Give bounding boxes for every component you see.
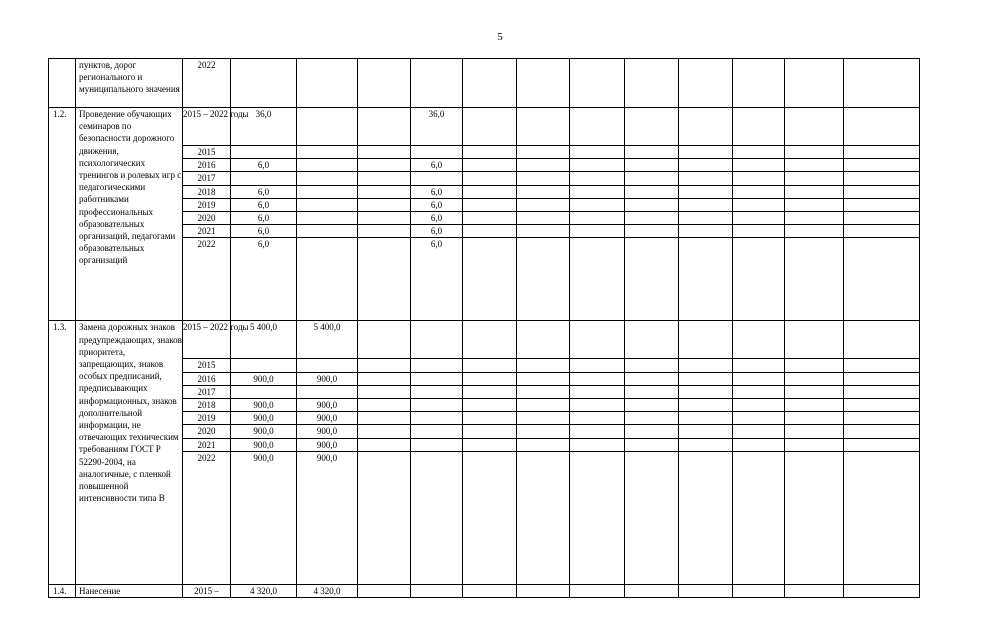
empty-cell xyxy=(844,321,920,359)
funding-source-cell: 900,0 xyxy=(297,438,358,451)
empty-cell xyxy=(517,146,570,159)
empty-cell xyxy=(733,425,785,438)
empty-cell xyxy=(733,451,785,584)
empty-cell xyxy=(679,321,733,359)
empty-cell xyxy=(679,146,733,159)
funding-total-cell: 900,0 xyxy=(231,399,297,412)
year-cell: 2022 xyxy=(183,59,231,108)
funding-source-cell: 6,0 xyxy=(411,225,463,238)
year-cell: 2022 xyxy=(183,451,231,584)
empty-cell xyxy=(517,584,570,597)
funding-total-cell: 5 400,0 xyxy=(231,321,297,359)
empty-cell xyxy=(785,225,844,238)
funding-source-cell xyxy=(358,225,411,238)
empty-cell xyxy=(679,185,733,198)
funding-source-cell: 900,0 xyxy=(297,372,358,385)
empty-cell xyxy=(625,185,679,198)
empty-cell xyxy=(733,584,785,597)
funding-source-cell xyxy=(297,238,358,321)
funding-total-cell: 900,0 xyxy=(231,412,297,425)
empty-cell xyxy=(570,185,625,198)
empty-cell xyxy=(570,438,625,451)
empty-cell xyxy=(517,172,570,185)
funding-source-cell xyxy=(297,172,358,185)
funding-source-cell xyxy=(297,185,358,198)
funding-source-cell: 4 320,0 xyxy=(297,584,358,597)
empty-cell xyxy=(844,212,920,225)
empty-cell xyxy=(570,425,625,438)
empty-cell xyxy=(570,172,625,185)
empty-cell xyxy=(517,108,570,146)
empty-cell xyxy=(517,412,570,425)
funding-source-cell xyxy=(358,159,411,172)
empty-cell xyxy=(463,438,517,451)
funding-source-cell xyxy=(358,185,411,198)
funding-total-cell: 6,0 xyxy=(231,198,297,211)
funding-total-cell: 6,0 xyxy=(231,159,297,172)
empty-cell xyxy=(463,372,517,385)
empty-cell xyxy=(785,238,844,321)
empty-cell xyxy=(844,159,920,172)
year-cell: 2015 xyxy=(183,359,231,372)
empty-cell xyxy=(625,59,679,108)
empty-cell xyxy=(463,225,517,238)
empty-cell xyxy=(785,372,844,385)
empty-cell xyxy=(463,159,517,172)
funding-source-cell xyxy=(411,146,463,159)
year-cell: 2018 xyxy=(183,185,231,198)
empty-cell xyxy=(463,59,517,108)
empty-cell xyxy=(785,146,844,159)
empty-cell xyxy=(733,359,785,372)
empty-cell xyxy=(733,159,785,172)
funding-source-cell xyxy=(411,584,463,597)
empty-cell xyxy=(517,438,570,451)
empty-cell xyxy=(679,159,733,172)
funding-source-cell xyxy=(358,198,411,211)
table-row xyxy=(49,59,920,108)
empty-cell xyxy=(844,399,920,412)
funding-total-cell: 6,0 xyxy=(231,212,297,225)
funding-source-cell xyxy=(358,321,411,359)
empty-cell xyxy=(625,399,679,412)
empty-cell xyxy=(679,399,733,412)
empty-cell xyxy=(517,225,570,238)
funding-total-cell xyxy=(231,59,297,108)
table-row xyxy=(49,108,920,146)
empty-cell xyxy=(733,385,785,398)
empty-cell xyxy=(570,225,625,238)
funding-source-cell: 36,0 xyxy=(411,108,463,146)
empty-cell xyxy=(625,438,679,451)
empty-cell xyxy=(625,238,679,321)
activity-name-cell: Проведение обучающих семинаров по безопасности дорожного движения, психологических тренингов и ролевых игр с педагогическими работниками профессиональных образовательных организаций, педагогами образовательных организаций xyxy=(76,108,183,321)
empty-cell xyxy=(844,185,920,198)
item-number-cell: 1.4. xyxy=(49,584,76,597)
empty-cell xyxy=(517,185,570,198)
empty-cell xyxy=(844,198,920,211)
funding-total-cell: 900,0 xyxy=(231,438,297,451)
funding-source-cell xyxy=(358,385,411,398)
funding-source-cell xyxy=(358,212,411,225)
empty-cell xyxy=(625,584,679,597)
funding-source-cell xyxy=(297,212,358,225)
funding-total-cell: 36,0 xyxy=(231,108,297,146)
funding-source-cell xyxy=(358,172,411,185)
empty-cell xyxy=(844,385,920,398)
funding-source-cell xyxy=(358,372,411,385)
empty-cell xyxy=(517,159,570,172)
item-number-cell: 1.2. xyxy=(49,108,76,321)
funding-source-cell xyxy=(411,385,463,398)
empty-cell xyxy=(625,372,679,385)
funding-source-cell xyxy=(358,451,411,584)
funding-source-cell: 900,0 xyxy=(297,451,358,584)
empty-cell xyxy=(517,59,570,108)
funding-total-cell: 4 320,0 xyxy=(231,584,297,597)
funding-source-cell xyxy=(358,584,411,597)
funding-source-cell xyxy=(358,238,411,321)
empty-cell xyxy=(785,159,844,172)
empty-cell xyxy=(517,451,570,584)
funding-source-cell: 900,0 xyxy=(297,425,358,438)
empty-cell xyxy=(844,225,920,238)
empty-cell xyxy=(844,172,920,185)
year-cell: 2015 xyxy=(183,146,231,159)
year-cell: 2020 xyxy=(183,212,231,225)
empty-cell xyxy=(570,412,625,425)
empty-cell xyxy=(570,146,625,159)
empty-cell xyxy=(463,172,517,185)
funding-source-cell xyxy=(411,399,463,412)
funding-source-cell xyxy=(297,108,358,146)
empty-cell xyxy=(785,359,844,372)
empty-cell xyxy=(733,198,785,211)
year-cell: 2018 xyxy=(183,399,231,412)
empty-cell xyxy=(785,212,844,225)
year-cell: 2019 xyxy=(183,412,231,425)
empty-cell xyxy=(625,159,679,172)
activity-name-cell: Нанесение xyxy=(76,584,183,597)
empty-cell xyxy=(844,412,920,425)
empty-cell xyxy=(463,198,517,211)
empty-cell xyxy=(733,108,785,146)
year-cell: 2015 – 2022 годы xyxy=(183,321,231,359)
empty-cell xyxy=(463,584,517,597)
funding-source-cell: 5 400,0 xyxy=(297,321,358,359)
empty-cell xyxy=(463,108,517,146)
year-cell: 2021 xyxy=(183,225,231,238)
empty-cell xyxy=(570,212,625,225)
year-cell: 2016 xyxy=(183,159,231,172)
table-row xyxy=(49,321,920,359)
empty-cell xyxy=(517,212,570,225)
funding-total-cell: 6,0 xyxy=(231,225,297,238)
empty-cell xyxy=(679,172,733,185)
empty-cell xyxy=(570,108,625,146)
empty-cell xyxy=(679,225,733,238)
empty-cell xyxy=(463,321,517,359)
empty-cell xyxy=(625,212,679,225)
empty-cell xyxy=(570,385,625,398)
empty-cell xyxy=(733,399,785,412)
empty-cell xyxy=(844,238,920,321)
funding-source-cell xyxy=(411,425,463,438)
empty-cell xyxy=(679,385,733,398)
table-row xyxy=(49,584,920,597)
empty-cell xyxy=(785,321,844,359)
funding-source-cell xyxy=(297,385,358,398)
empty-cell xyxy=(844,59,920,108)
funding-source-cell xyxy=(411,321,463,359)
empty-cell xyxy=(733,372,785,385)
funding-total-cell: 900,0 xyxy=(231,451,297,584)
empty-cell xyxy=(517,425,570,438)
empty-cell xyxy=(785,172,844,185)
empty-cell xyxy=(785,59,844,108)
empty-cell xyxy=(679,212,733,225)
empty-cell xyxy=(733,238,785,321)
empty-cell xyxy=(570,159,625,172)
funding-total-cell xyxy=(231,385,297,398)
funding-source-cell xyxy=(411,59,463,108)
funding-source-cell: 900,0 xyxy=(297,412,358,425)
funding-source-cell: 6,0 xyxy=(411,198,463,211)
funding-source-cell xyxy=(358,425,411,438)
program-activities-table xyxy=(48,58,920,598)
year-cell: 2020 xyxy=(183,425,231,438)
empty-cell xyxy=(570,451,625,584)
empty-cell xyxy=(785,399,844,412)
empty-cell xyxy=(733,146,785,159)
empty-cell xyxy=(463,451,517,584)
funding-total-cell: 900,0 xyxy=(231,372,297,385)
empty-cell xyxy=(463,359,517,372)
empty-cell xyxy=(844,108,920,146)
empty-cell xyxy=(570,321,625,359)
empty-cell xyxy=(844,584,920,597)
empty-cell xyxy=(570,59,625,108)
funding-source-cell: 6,0 xyxy=(411,159,463,172)
empty-cell xyxy=(733,59,785,108)
year-cell: 2016 xyxy=(183,372,231,385)
empty-cell xyxy=(517,385,570,398)
empty-cell xyxy=(679,59,733,108)
empty-cell xyxy=(785,412,844,425)
year-cell: 2021 xyxy=(183,438,231,451)
funding-source-cell xyxy=(358,59,411,108)
funding-source-cell xyxy=(411,412,463,425)
empty-cell xyxy=(570,399,625,412)
empty-cell xyxy=(517,359,570,372)
empty-cell xyxy=(679,412,733,425)
empty-cell xyxy=(679,438,733,451)
empty-cell xyxy=(625,412,679,425)
empty-cell xyxy=(679,584,733,597)
funding-source-cell xyxy=(411,372,463,385)
empty-cell xyxy=(785,451,844,584)
empty-cell xyxy=(785,385,844,398)
empty-cell xyxy=(570,584,625,597)
year-cell: 2015 – 2022 годы xyxy=(183,108,231,146)
funding-total-cell: 6,0 xyxy=(231,238,297,321)
funding-total-cell xyxy=(231,146,297,159)
year-cell: 2017 xyxy=(183,172,231,185)
empty-cell xyxy=(844,146,920,159)
empty-cell xyxy=(679,451,733,584)
year-cell: 2019 xyxy=(183,198,231,211)
funding-source-cell xyxy=(297,159,358,172)
empty-cell xyxy=(679,108,733,146)
empty-cell xyxy=(785,185,844,198)
empty-cell xyxy=(625,425,679,438)
empty-cell xyxy=(463,146,517,159)
funding-total-cell: 900,0 xyxy=(231,425,297,438)
year-cell: 2022 xyxy=(183,238,231,321)
empty-cell xyxy=(463,238,517,321)
empty-cell xyxy=(785,584,844,597)
empty-cell xyxy=(570,359,625,372)
empty-cell xyxy=(625,172,679,185)
funding-total-cell: 6,0 xyxy=(231,185,297,198)
empty-cell xyxy=(679,198,733,211)
funding-source-cell xyxy=(297,198,358,211)
empty-cell xyxy=(733,321,785,359)
funding-source-cell: 900,0 xyxy=(297,399,358,412)
funding-source-cell: 6,0 xyxy=(411,212,463,225)
year-cell: 2015 – xyxy=(183,584,231,597)
empty-cell xyxy=(463,212,517,225)
funding-source-cell: 6,0 xyxy=(411,185,463,198)
empty-cell xyxy=(785,198,844,211)
empty-cell xyxy=(517,399,570,412)
empty-cell xyxy=(625,146,679,159)
funding-source-cell xyxy=(358,438,411,451)
funding-source-cell xyxy=(297,146,358,159)
empty-cell xyxy=(733,185,785,198)
funding-source-cell xyxy=(297,59,358,108)
empty-cell xyxy=(570,198,625,211)
empty-cell xyxy=(463,399,517,412)
empty-cell xyxy=(733,225,785,238)
empty-cell xyxy=(844,451,920,584)
year-cell: 2017 xyxy=(183,385,231,398)
empty-cell xyxy=(517,372,570,385)
funding-total-cell xyxy=(231,359,297,372)
item-number-cell xyxy=(49,59,76,108)
empty-cell xyxy=(625,198,679,211)
empty-cell xyxy=(625,451,679,584)
empty-cell xyxy=(679,425,733,438)
empty-cell xyxy=(785,425,844,438)
empty-cell xyxy=(733,172,785,185)
funding-source-cell xyxy=(358,146,411,159)
empty-cell xyxy=(679,238,733,321)
empty-cell xyxy=(785,438,844,451)
funding-source-cell xyxy=(297,225,358,238)
empty-cell xyxy=(517,321,570,359)
empty-cell xyxy=(570,372,625,385)
funding-source-cell xyxy=(411,172,463,185)
empty-cell xyxy=(517,198,570,211)
empty-cell xyxy=(463,185,517,198)
empty-cell xyxy=(625,108,679,146)
empty-cell xyxy=(625,321,679,359)
page-number: 5 xyxy=(497,31,503,43)
item-number-cell: 1.3. xyxy=(49,321,76,584)
funding-source-cell xyxy=(411,359,463,372)
empty-cell xyxy=(733,438,785,451)
empty-cell xyxy=(844,438,920,451)
empty-cell xyxy=(733,412,785,425)
empty-cell xyxy=(679,372,733,385)
empty-cell xyxy=(625,385,679,398)
empty-cell xyxy=(463,385,517,398)
empty-cell xyxy=(844,425,920,438)
empty-cell xyxy=(844,359,920,372)
empty-cell xyxy=(625,225,679,238)
table-body xyxy=(49,59,920,598)
funding-source-cell xyxy=(358,108,411,146)
empty-cell xyxy=(570,238,625,321)
funding-source-cell xyxy=(358,359,411,372)
funding-source-cell: 6,0 xyxy=(411,238,463,321)
activity-name-cell: Замена дорожных знаков предупреждающих, знаков приоритета, запрещающих, знаков особых предписаний, предписывающих информационных, знаков дополнительной информации, не отвечающих техническим требованиям ГОСТ Р 52290-2004, на аналогичные, с пленкой повышенной интенсивности типа В xyxy=(76,321,183,584)
empty-cell xyxy=(733,212,785,225)
funding-source-cell xyxy=(297,359,358,372)
empty-cell xyxy=(625,359,679,372)
funding-source-cell xyxy=(358,399,411,412)
funding-total-cell xyxy=(231,172,297,185)
empty-cell xyxy=(463,425,517,438)
funding-source-cell xyxy=(411,438,463,451)
funding-source-cell xyxy=(411,451,463,584)
funding-source-cell xyxy=(358,412,411,425)
empty-cell xyxy=(785,108,844,146)
empty-cell xyxy=(517,238,570,321)
activity-name-cell: пунктов, дорог регионального и муниципального значения xyxy=(76,59,183,108)
empty-cell xyxy=(679,359,733,372)
empty-cell xyxy=(844,372,920,385)
empty-cell xyxy=(463,412,517,425)
